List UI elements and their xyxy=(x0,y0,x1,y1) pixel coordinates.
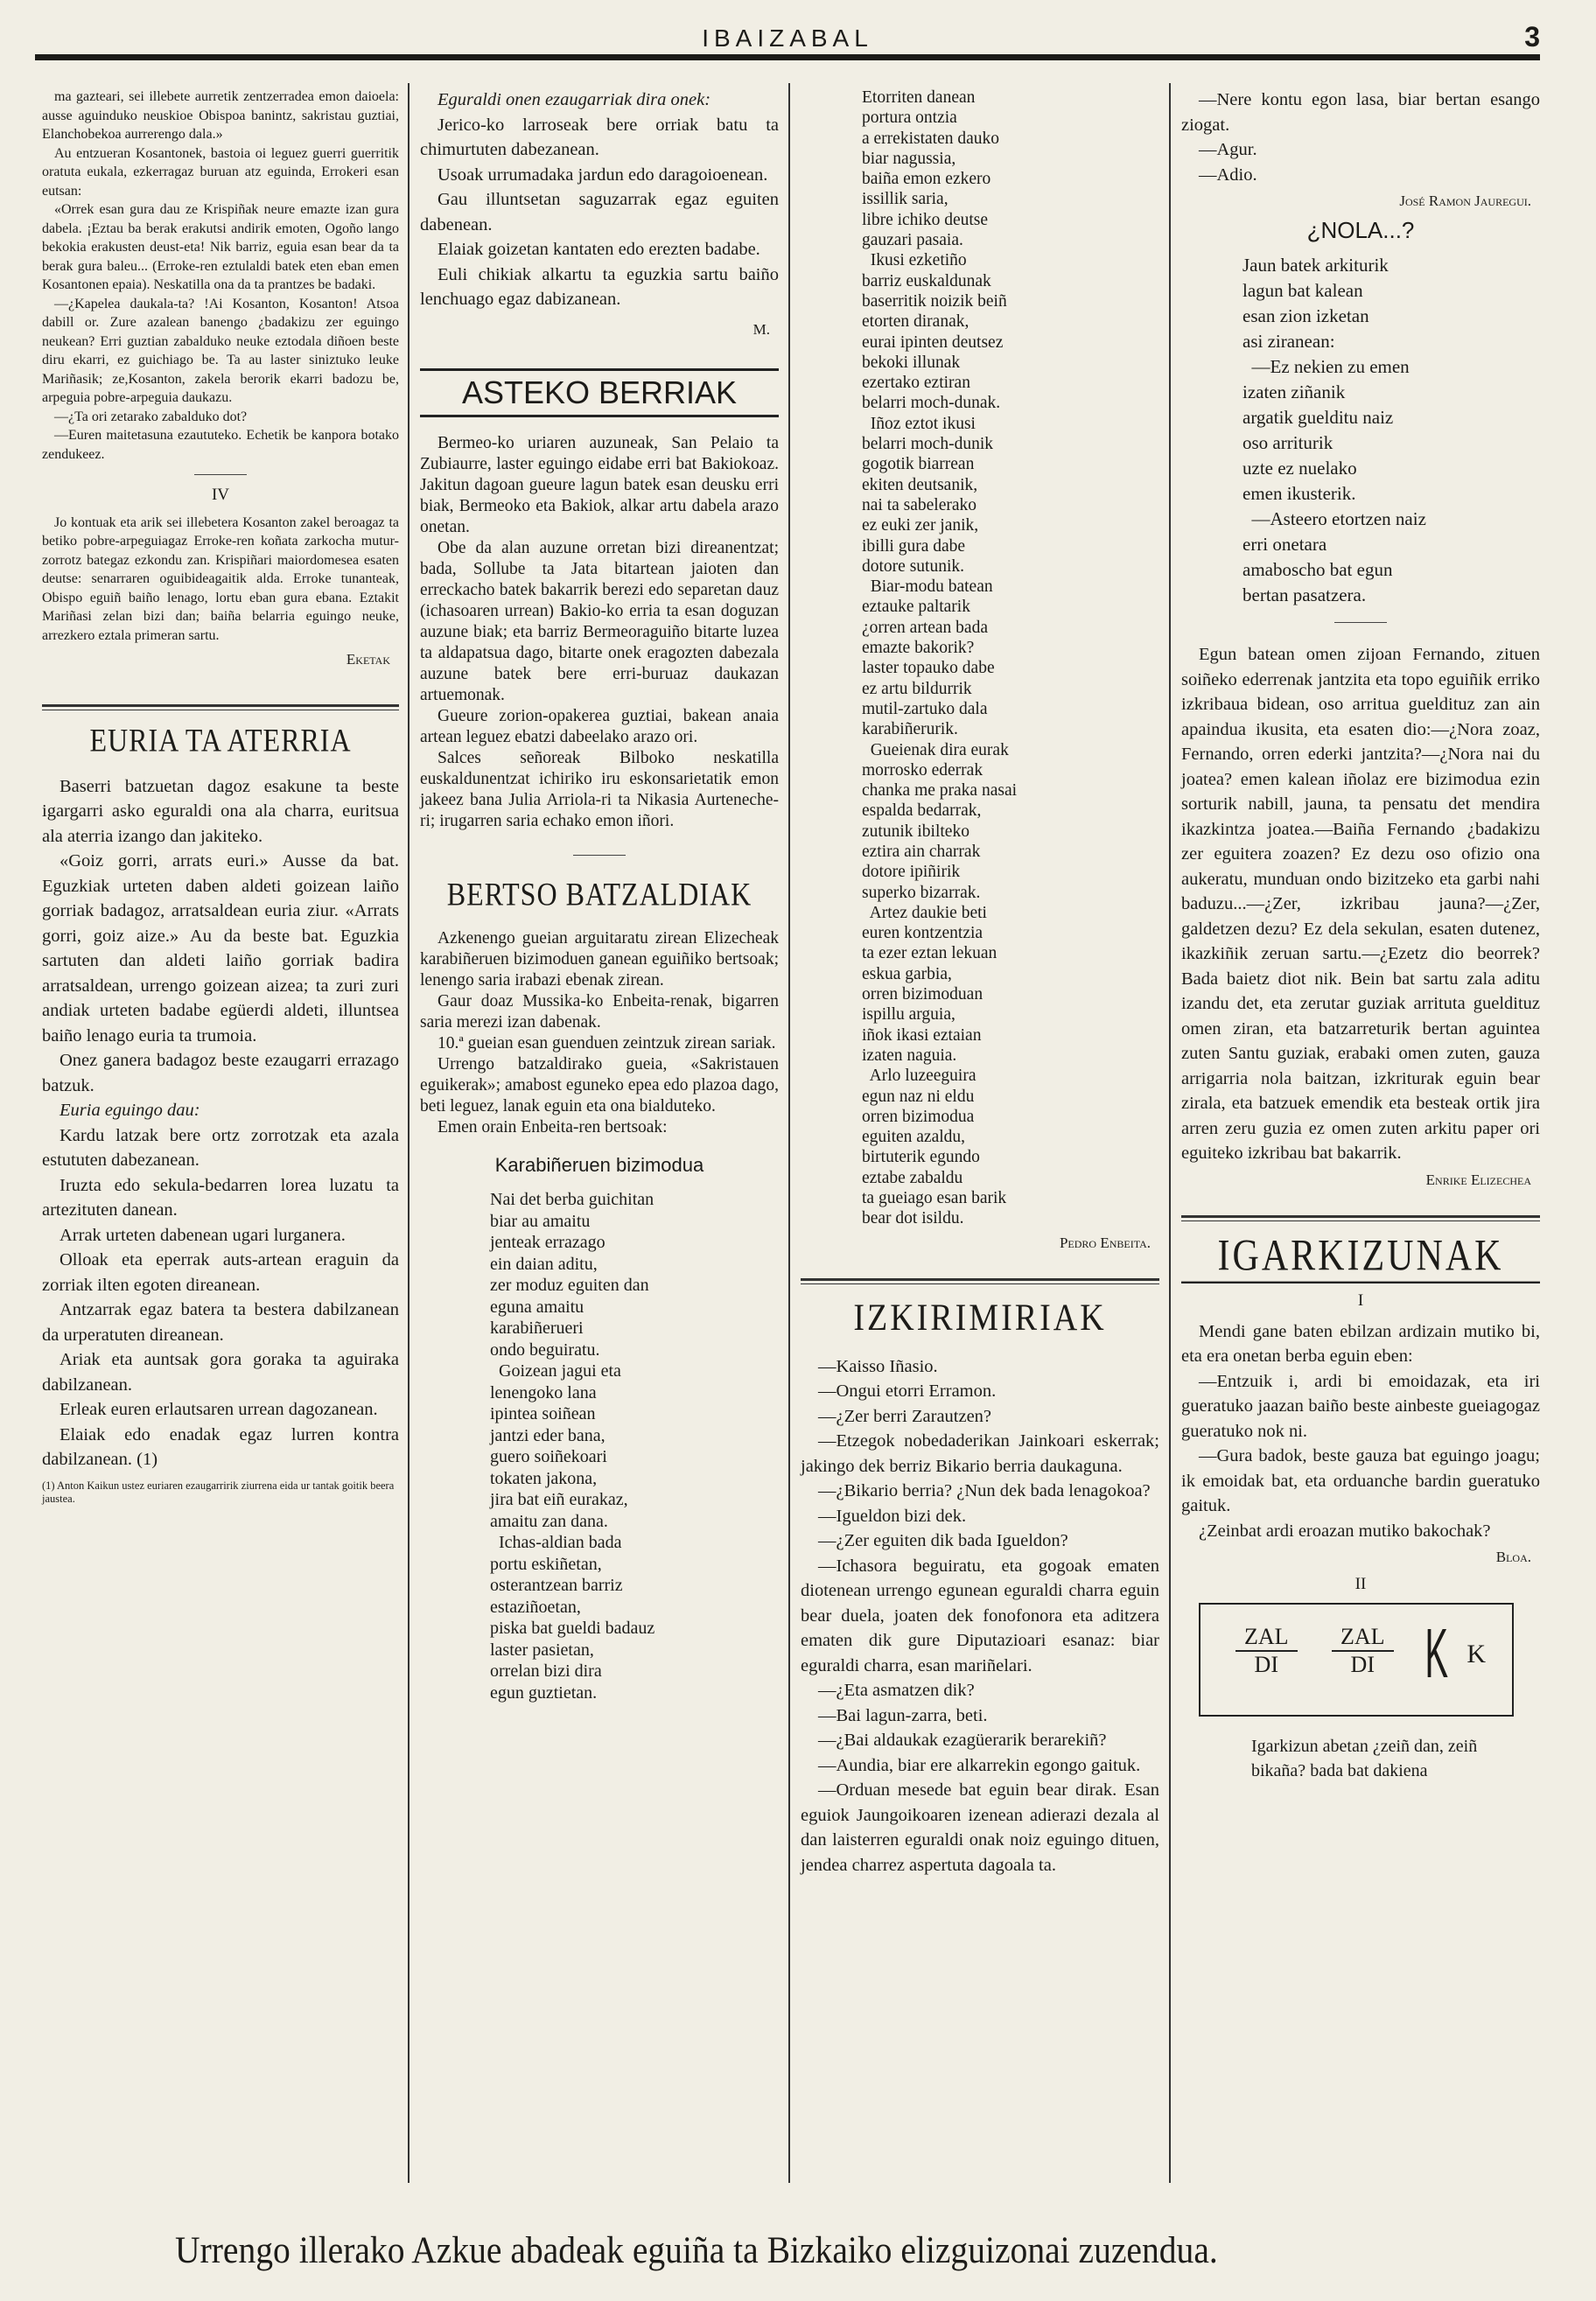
poem-line: estaziñoetan, xyxy=(490,1597,581,1617)
poem-line: karabiñerurik. xyxy=(862,720,958,739)
poem-line: Iñoz eztot ikusi xyxy=(862,414,976,433)
poem-line: eguna amaitu xyxy=(490,1297,584,1317)
poem-line: Artez daukie beti xyxy=(862,903,987,922)
poem-line: espalda bedarrak, xyxy=(862,801,982,821)
divider xyxy=(194,474,247,475)
poem-line: izaten ziñanik xyxy=(1242,381,1346,402)
poem-line: Nai det berba guichitan xyxy=(490,1190,654,1209)
paragraph: —Igueldon bizi dek. xyxy=(818,1506,967,1526)
dialogue-continuation xyxy=(1181,87,1540,187)
poem-line: —Ez nekien zu emen xyxy=(1242,356,1410,377)
poem-line: laster topauko dabe xyxy=(862,659,995,678)
paragraph: Olloak eta eperrak auts-artean eraguin da zorriak ilten egoten direanean. xyxy=(42,1250,399,1295)
poem-line: karabiñerueri xyxy=(490,1318,584,1338)
poem-line: mutil-zartuko dala xyxy=(862,699,988,718)
poem-line: portu eskiñetan, xyxy=(490,1554,602,1574)
rebus-numerator: ZAL xyxy=(1332,1624,1394,1652)
poem-line: tokaten jakona, xyxy=(490,1468,598,1488)
rebus-puzzle xyxy=(1199,1603,1514,1717)
rebus-fraction xyxy=(1236,1624,1298,1678)
paragraph: —Agur. xyxy=(1199,140,1257,159)
poem-line: barriz euskaldunak xyxy=(862,271,991,290)
newspaper-title: IBAIZABAL xyxy=(702,24,873,52)
poem-line: orren bizimoduan xyxy=(862,985,984,1004)
poem-title: Karabiñeruen bizimodua xyxy=(494,1154,704,1176)
paragraph: Erleak euren erlautsaren urrean dagozanean. xyxy=(60,1400,378,1419)
column-divider xyxy=(408,83,410,2183)
poem-line: Igarkizun abetan ¿zeiñ dan, zeiñ bikaña? bada bat dakiena xyxy=(1251,1737,1478,1780)
poem-line: baiña emon ezkero xyxy=(862,170,991,189)
author-signature: Eketak xyxy=(346,651,390,668)
poem-line: guero soiñekoari xyxy=(490,1447,607,1466)
footer-announcement: Urrengo illerako Azkue abadeak eguiña ta Bizkaiko elizguizonai zuzendua. xyxy=(175,2230,1218,2271)
poem-line: bear dot isildu. xyxy=(862,1209,964,1228)
poem-line: Arlo luzeeguira xyxy=(862,1067,976,1086)
poem-line: Jaun batek arkiturik xyxy=(1242,255,1389,276)
poem-line: ipintea soiñean xyxy=(490,1404,596,1423)
paragraph: «Orrek esan gura dau ze Krispiñak neure emazte izan gura dabela. ¡Eztau ba berak erakutsi andirik emoten, Ogoño lango bekokia erakusten deust-eta! Nik barriz, eguia esan bear da ta berak gura baleu... (Erroke-ren eztulaldi batek eten eban emen Kosantonen epaia). Neskatilla ona da ta prantzes be badaki. xyxy=(42,202,399,292)
paragraph: Usoak urrumadaka jardun edo daragoioenean. xyxy=(438,164,768,185)
poem-line: biar nagussia, xyxy=(862,149,956,168)
poem-line: emen ikusterik. xyxy=(1242,483,1356,504)
paragraph: —Nere kontu egon lasa, biar bertan esango ziogat. xyxy=(1181,90,1540,135)
poem-line: eztabe zabaldu xyxy=(862,1168,963,1187)
divider xyxy=(573,855,626,856)
poem-line: gauzari pasaia. xyxy=(862,231,963,250)
poem-line: birtuterik egundo xyxy=(862,1148,980,1167)
poem-line: Etorriten danean xyxy=(862,88,976,107)
paragraph: Jerico-ko larroseak bere orriak batu ta chimurtuten dabezanean. xyxy=(420,115,779,159)
poem-line: laster pasietan, xyxy=(490,1640,594,1660)
poem-line: ezertako eztiran xyxy=(862,374,970,393)
poem-line: asi ziranean: xyxy=(1242,331,1335,352)
rebus-denominator: DI xyxy=(1350,1652,1375,1677)
poem-title: ¿NOLA...? xyxy=(1306,217,1415,243)
poem-line: ein daian aditu, xyxy=(490,1254,598,1274)
paragraph: —Bai lagun-zarra, beti. xyxy=(818,1705,988,1725)
paragraph: —¿Zer eguiten dik bada Igueldon? xyxy=(818,1531,1068,1551)
poem-line: erri onetara xyxy=(1242,534,1327,555)
paragraph: Baserri batzuetan dagoz esakune ta beste igargarri asko eguraldi ona ala charra, euritsua ala aterria izango dan jakiteko. xyxy=(42,776,399,846)
poem-line: libre ichiko deutse xyxy=(862,210,989,229)
poem-line: jenteak errazago xyxy=(490,1233,606,1252)
paragraph: Jo kontuak eta arik sei illebetera Kosanton zakel beroagaz ta betiko pobre-arpeguiagaz Erroke-ren koñata zarkocha mutur-zorrotz bategaz ezkondu zan. Krispiñari maiordomesea esaten deutse: senarraren oguibideagaitik alda. Erroke tunanteak, Obispo eguiñ baiño lenago, lortu eban gura ebana. Eztakit Mariñasi zelan bizi dan; baiña belarria eguingo neuke, arrezkero eztala primeran sartu. xyxy=(42,514,399,643)
author-signature: M. xyxy=(752,320,770,338)
article-body xyxy=(42,774,399,1472)
rebus-numerator: ZAL xyxy=(1236,1624,1298,1652)
article-heading: IZKIRIMIRIAK xyxy=(853,1296,1107,1339)
poem-line: esan zion izketan xyxy=(1242,305,1369,326)
paragraph: —Gura badok, beste gauza bat eguingo joagu; ik emoidak bat, eta orduanche bardin gueratuko gaituk. xyxy=(1181,1446,1540,1515)
poem-line: ta ezer eztan lekuan xyxy=(862,944,998,963)
column-2 xyxy=(420,87,779,1703)
paragraph: Emen orain Enbeita-ren bertsoak: xyxy=(438,1118,668,1137)
page-number: 3 xyxy=(1524,21,1540,52)
paragraph: Ariak eta auntsak gora goraka ta aguiraka dabilzanean. xyxy=(42,1350,399,1395)
column-divider xyxy=(1169,83,1171,2183)
paragraph: —Adio. xyxy=(1199,164,1257,185)
paragraph: Salces señoreak Bilboko neskatilla euskaldunentzat ichiriko iru eskonsarietatik emon jakeez bana Julia Arriola-ri ta Nikasia Aurteneche-ri; irugarren saria echako emon iñori. xyxy=(420,749,779,830)
poem-line: euren kontzentzia xyxy=(862,924,984,943)
paragraph: Au entzueran Kosantonek, bastoia oi leguez guerri guerritik oratuta eukala, ezkerragaz buruan atz eguinda, Errokeri esan eutsan: xyxy=(42,145,399,199)
poem-line: etorten diranak, xyxy=(862,312,970,332)
paragraph: Gau illuntsetan saguzarrak egaz eguiten dabenean. xyxy=(420,190,779,234)
poem-line: —Asteero etortzen naiz xyxy=(1242,508,1426,529)
paragraph: Urrengo batzaldirako gueia, «Sakristauen eguikerak»; amabost eguneko epea edo plazoa dago, beti leguez, lanak eguin eta ona bialduteko. xyxy=(420,1055,779,1116)
poem-line: ispillu arguia, xyxy=(862,1005,956,1025)
poem-line: eztauke paltarik xyxy=(862,598,970,617)
paragraph: Azkenengo gueian arguitaratu zirean Elizecheak karabiñeruen bizimoduen ganean eguiñiko bertsoak; lenengo saria irabazi ebenak zirean. xyxy=(420,929,779,990)
author-signature: Bloa. xyxy=(1495,1549,1531,1565)
rebus-denominator: DI xyxy=(1254,1652,1278,1677)
poem-line: superko bizarrak. xyxy=(862,883,981,902)
poem-line: biar au amaitu xyxy=(490,1211,591,1231)
poem-line: oso arriturik xyxy=(1242,432,1334,453)
rebus-fraction xyxy=(1332,1624,1394,1678)
poem-line: belarri moch-dunik xyxy=(862,435,993,454)
paragraph: —Etzegok nobedaderikan Jainkoari eskerrak; jakingo dek berriz Bikario berria daukaguna. xyxy=(801,1431,1159,1476)
rebus-big-letter: K xyxy=(1424,1614,1448,1692)
paragraph: Gueure zorion-opakerea guztiai, bakean anaia artean leguez ebatzi dabeelako arazo ori. xyxy=(420,707,779,746)
poem-line: jira bat eiñ eurakaz, xyxy=(490,1490,628,1509)
paragraph: Egun batean omen zijoan Fernando, zituen soiñeko ederrenak jantzita eta topo eguiñik erriko izkribaua bidean, oso arritua gueldituz zan ain apaindua ikusita, eta esaten dio:—¿Nora zoaz, Fernando, orren ederki jantzita?—¿Nora nai du joatea? emen kalean iñolaz ere bizimodua ezin sorturik nabill, jauna, ta pensatu det mendira ikazkintza joatea.—Baiña Fernando ¿badakizu zer eguitera zoazen? Ez dezu oso ofizio ona aukeratu, munduan ondo bizitzeko eta garbi nahi baduzu...—¿Zer, izkribau jauna?—¿Zer, galdetzen dezu? Ez dela sekulan, esaten dutenez, ikazkiñik zeruan sartu.—¿Ezetz dio beorrek? Bada baietz diot nik. Bein bat sartu zala aditu izandu det, eta zerutar guziak arrituta gueldituz omen ziran, eta batzarreturik bertan aguintea zuten Santu guziak, erabaki omen zuten, gauza arrigarria nola baitzan, izkriturak eguin bear zirala, eta batzuek emendik eta besteak ortik jira arren zeru guzia ez omen zuten arkitu paper ori eguiteko izkribau bat bakarrik. xyxy=(1181,645,1540,1163)
riddle-body xyxy=(1181,1319,1540,1544)
column-1 xyxy=(42,87,399,1506)
author-signature: José Ramon Jauregui. xyxy=(1399,192,1531,209)
poem-line: issillik saria, xyxy=(862,190,948,209)
poem-line: a errekistaten dauko xyxy=(862,129,1000,148)
paragraph: —Entzuik i, ardi bi emoidazak, eta iri gueratuko jaazan baiño beste ainbeste gueiagogaz gueratuko nok ni. xyxy=(1181,1371,1540,1441)
section-heading: IGARKIZUNAK xyxy=(1181,1231,1540,1283)
poem-line: bekoki illunak xyxy=(862,353,961,372)
paragraph: —¿Zer berri Zarautzen? xyxy=(818,1406,992,1426)
poem-line: portura ontzia xyxy=(862,108,957,128)
poem-line: Ichas-aldian bada xyxy=(490,1533,622,1552)
article-body xyxy=(420,87,779,342)
poem-line: iñok ikasi eztaian xyxy=(862,1025,982,1045)
poem-line: ¿orren artean bada xyxy=(862,618,988,637)
paragraph: —Ichasora beguiratu, eta gogoak ematen diotenean urrengo egunean eguraldi charra eguin bear duela, joaten dek fonofonora eta aditzera ematen dik gure Diputazioari esanaz: biar eguraldi charra, esan mariñelari. xyxy=(801,1556,1159,1675)
poem-line: eurai ipinten deutsez xyxy=(862,332,1004,352)
riddle-number: I xyxy=(1357,1290,1364,1310)
paragraph: ¿Zeinbat ardi eroazan mutiko bakochak? xyxy=(1199,1521,1491,1541)
paragraph: ma gazteari, sei illebete aurretik zentzerradea emon daioela: ausse aguinduko neuskioe Obispoa banintz, sakristau guztiai, Elanchobekoa aurrerengo dala.» xyxy=(42,89,399,142)
paragraph: Onez ganera badagoz beste ezaugarri errazago batzuk. xyxy=(42,1051,399,1095)
poem-line: egun guztietan. xyxy=(490,1682,598,1703)
paragraph: Euli chikiak alkartu ta eguzkia sartu baiño lenchuago egaz dabizanean. xyxy=(420,264,779,309)
paragraph: Elaiak edo enadak egaz lurren kontra dabilzanean. (1) xyxy=(42,1424,399,1469)
paragraph: Antzarrak egaz batera ta bestera dabilzanean da urperatuten direanean. xyxy=(42,1300,399,1345)
poem-line: eguiten azaldu, xyxy=(862,1128,966,1147)
poem-line: argatik guelditu naiz xyxy=(1242,407,1394,428)
poem-line: eskua garbia, xyxy=(862,964,952,983)
poem-line: lenengoko lana xyxy=(490,1382,597,1402)
paragraph: —¿Ta ori zetarako zabalduko dot? xyxy=(54,409,248,424)
poem-line: morrosko ederrak xyxy=(862,760,984,780)
article-heading: BERTSO BATZALDIAK xyxy=(446,876,752,913)
column-divider xyxy=(788,83,790,2183)
paragraph: Mendi gane baten ebilzan ardizain mutiko bi, eta era onetan berba eguin eben: xyxy=(1181,1321,1540,1366)
paragraph: —Ongui etorri Erramon. xyxy=(818,1381,997,1402)
column-4 xyxy=(1181,87,1540,1783)
poem xyxy=(420,1189,779,1703)
subheading: Eguraldi onen ezaugarriak dira onek: xyxy=(438,90,711,109)
paragraph: —Aundia, biar ere alkarrekin egongo gaituk. xyxy=(818,1755,1141,1775)
poem-line: nai ta sabelerako xyxy=(862,495,977,514)
poem-line: piska bat gueldi badauz xyxy=(490,1619,655,1638)
poem-line: amaitu zan dana. xyxy=(490,1511,608,1531)
poem-line: uzte ez nuelako xyxy=(1242,458,1357,479)
poem-line: orren bizimodua xyxy=(862,1107,975,1126)
subheading: Euria eguingo dau: xyxy=(60,1101,200,1120)
poem-continuation xyxy=(801,87,1159,1229)
poem-line: ibilli gura dabe xyxy=(862,536,966,556)
poem-line: lagun bat kalean xyxy=(1242,280,1363,301)
news-body xyxy=(420,433,779,832)
poem-line: zutunik ibilteko xyxy=(862,822,970,841)
riddle-verse xyxy=(1181,1734,1540,1783)
header-rule xyxy=(35,54,1540,60)
poem-line: dotore ipiñirik xyxy=(862,863,961,882)
poem-line: emazte bakorik? xyxy=(862,639,975,658)
paragraph: 10.ª gueian esan guenduen zeintzuk zirean sariak. xyxy=(438,1034,776,1053)
story-body xyxy=(1181,642,1540,1166)
footnote: (1) Anton Kaikun ustez euriaren ezaugarririk ziurrena eida ur tantak goitik beera jaustea. xyxy=(42,1479,395,1505)
section-number: IV xyxy=(211,486,230,504)
paragraph: —¿Kapelea daukala-ta? !Ai Kosanton, Kosanton! Atsoa dabill or. Zure azalean banengo ¿badakizu zer eguingo neukean? Erri guztian zabalduko neuke eztodala diñoen beste diru ekarri, ez guichiago be. Ta au laster siniztuko leuke Mariñasik; ze,Kosanton, zakela berorik ekarri badozu be, arpeguia pobre-arpeguia daukazu. xyxy=(42,296,399,405)
poem-line: Goizean jagui eta xyxy=(490,1361,621,1381)
poem-line: ekiten deutsanik, xyxy=(862,475,978,494)
paragraph: —Euren maitetasuna ezaututeko. Echetik be kanpora botako zendukeez. xyxy=(42,428,399,462)
poem-line: Gueienak dira eurak xyxy=(862,740,1009,759)
poem-line: osterantzean barriz xyxy=(490,1576,623,1595)
poem-line: orrelan bizi dira xyxy=(490,1661,602,1681)
paragraph: Obe da alan auzune orretan bizi direanentzat; bada, Sollube ta Jata bitartean jaioten dan erreckacho batek bakarrik berezi edo separetan dauz (ichasoaren urrean) Bakio-ko erria ta esan doguzan auzune biak; eta barriz Bermeoraguiño bitarte luzea ta aldapatsua dago, bitarte onek eragozten dabezala auzune batek bere erri-buruaz daukazan artuemonak. xyxy=(420,539,779,704)
poem xyxy=(1181,253,1540,608)
poem-line: ondo beguiratu. xyxy=(490,1339,600,1360)
section-rule xyxy=(1181,1215,1540,1221)
poem-line: belarri moch-dunak. xyxy=(862,394,1001,413)
column-3 xyxy=(801,87,1159,1878)
paragraph: —¿Bai aldaukak ezagüerarik berarekiñ? xyxy=(818,1731,1107,1751)
page-header xyxy=(35,17,1540,52)
paragraph: —Orduan mesede bat eguin bear dirak. Esan eguiok Jaungoikoaren izenean adierazi dezala al dan laisterren eguraldi onak noiz eguingo dituen, jendea charrez aspertuta dagoala ta. xyxy=(801,1780,1159,1875)
poem-line: izaten naguia. xyxy=(862,1046,957,1065)
poem-line: Ikusi ezketiño xyxy=(862,251,967,270)
poem-line: gogotik biarrean xyxy=(862,455,975,474)
poem-line: amaboscho bat egun xyxy=(1242,559,1393,580)
paragraph: —¿Eta asmatzen dik? xyxy=(818,1681,975,1701)
paragraph: Gaur doaz Mussika-ko Enbeita-renak, bigarren saria merezi izan dabenak. xyxy=(420,992,779,1032)
poem-line: eztira ain charrak xyxy=(862,842,981,861)
riddle-number: II xyxy=(1354,1575,1367,1593)
rebus-small-letter: K xyxy=(1466,1640,1486,1668)
poem-line: dotore sutunik. xyxy=(862,556,964,576)
paragraph: «Goiz gorri, arrats euri.» Ausse da bat. Eguzkiak urteten daben aldeti goizean laiño gorriak badagoz, arratsaldean euria ziur. «Arrats gorri, goiz aize.» Au da beste bat. Eguzkia sartuten dan aldeti laiño gorriak badira arratsaldean, urrengo goizean aizea; ta zuri zuri andiak urteten badabe egüerdi aldeti, illuntsea baiño lenago euria ta trumoia. xyxy=(42,851,399,1046)
poem-line: ez artu bildurrik xyxy=(862,679,972,698)
paragraph: —Kaisso Iñasio. xyxy=(818,1356,938,1376)
article-body xyxy=(420,928,779,1138)
author-signature: Enrike Elizechea xyxy=(1425,1171,1531,1188)
story-continuation xyxy=(42,87,399,669)
poem-line: egun naz ni eldu xyxy=(862,1087,975,1106)
paragraph: Elaiak goizetan kantaten edo erezten badabe. xyxy=(438,240,760,259)
section-rule xyxy=(42,704,399,710)
poem-line: bertan pasatzera. xyxy=(1242,584,1367,605)
section-rule xyxy=(801,1278,1159,1284)
paragraph: Kardu latzak bere ortz zorrotzak eta azala estututen dabezanean. xyxy=(42,1125,399,1170)
paragraph: Iruzta edo sekula-bedarren lorea luzatu ta artezituten danean. xyxy=(42,1175,399,1220)
poem-line: Biar-modu batean xyxy=(862,577,993,597)
section-heading: ASTEKO BERRIAK xyxy=(420,368,779,417)
author-signature: Pedro Enbeita. xyxy=(1059,1234,1151,1251)
poem-line: chanka me praka nasai xyxy=(862,781,1018,801)
paragraph: Bermeo-ko uriaren auzuneak, San Pelaio ta Zubiaurre, laster eguingo eidabe erri bat Bakiokoaz. Jakitun dagoan gueure lagun batek esan deusku erri biak, Bermeoko eta Bakiok, alkar artu dabela arazo onetan. xyxy=(420,434,779,536)
poem-line: zer moduz eguiten dan xyxy=(490,1276,649,1295)
divider xyxy=(1334,622,1387,623)
poem-line: baserritik noizik beiñ xyxy=(862,291,1007,311)
poem-line: ta gueiago esan barik xyxy=(862,1189,1007,1208)
dialogue-body xyxy=(801,1354,1159,1878)
paragraph: —¿Bikario berria? ¿Nun dek bada lenagokoa? xyxy=(818,1481,1151,1501)
article-heading: EURIA TA ATERRIA xyxy=(89,721,352,759)
poem-line: ez euki zer janik, xyxy=(862,516,979,535)
poem-line: jantzi eder bana, xyxy=(490,1425,606,1445)
paragraph: Arrak urteten dabenean ugari lurganera. xyxy=(60,1225,346,1245)
